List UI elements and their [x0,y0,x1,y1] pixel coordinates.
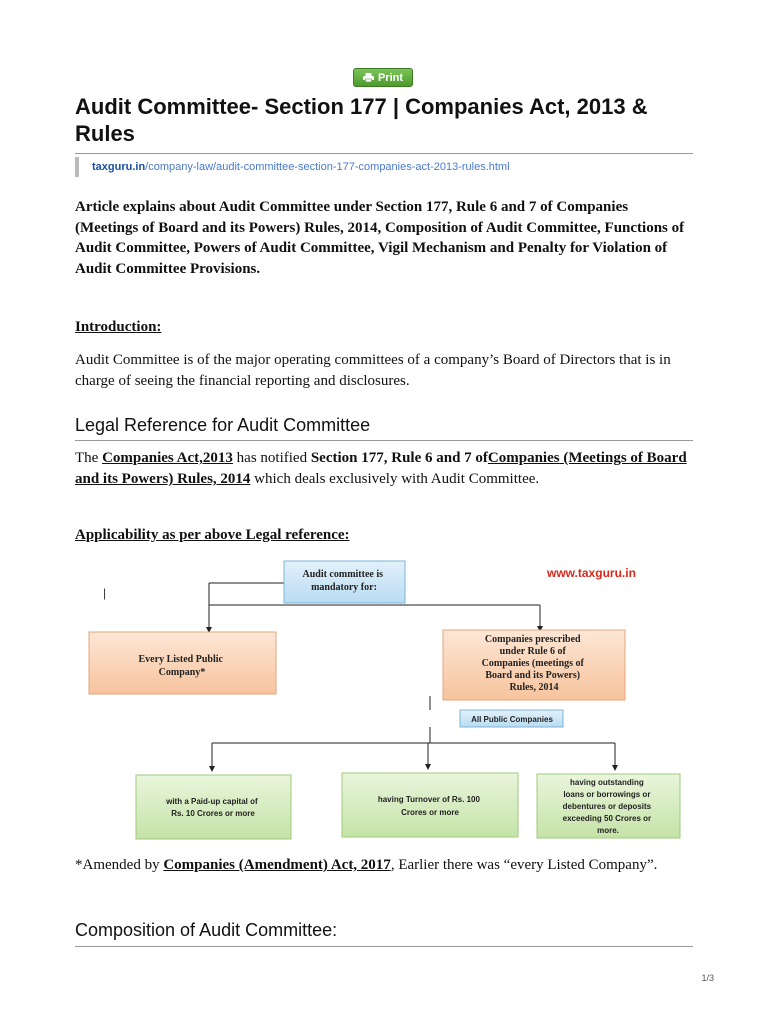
prescribed-line-4: Board and its Powers) [485,670,581,681]
prescribed-line-2: under Rule 6 of [499,646,566,657]
turnover-line-2: Crores or more [401,808,459,817]
amendment-act-link[interactable]: Companies (Amendment) Act, 2017 [163,857,391,873]
all-public-text: All Public Companies [471,715,553,724]
page-number: 1/3 [701,973,714,983]
intro-summary: Article explains about Audit Committee under Section 177, Rule 6 and 7 of Companies (Meetings of Board and its Powers) Rules, 2014, Composition of Audit Committee, Functions of Audit Committee, Powers of Audit Committee, Vigil Mechanism and Penalty for Violation of Audit Committee Provisions. [75,199,685,277]
legal-section-text: Section 177, Rule 6 and 7 of [310,450,488,466]
page-title: Audit Committee- Section 177 | Companies Act, 2013 & Rules [75,94,648,146]
composition-divider [75,946,693,947]
composition-heading: Composition of Audit Committee: [75,920,338,940]
diagram-watermark: www.taxguru.in [547,566,636,580]
top-box-line-2: mandatory for: [311,582,377,593]
loans-line-2: loans or borrowings or [563,790,651,799]
listed-line-1: Every Listed Public [138,654,223,665]
loans-line-4: exceeding 50 Crores or [562,814,652,823]
amended-note [75,855,695,876]
companies-act-link[interactable]: Companies Act,2013 [102,450,233,466]
source-host[interactable]: taxguru.in [92,161,146,173]
prescribed-line-5: Rules, 2014 [509,682,559,693]
print-button[interactable] [353,68,413,87]
loans-line-1: having outstanding [569,778,644,787]
source-path[interactable]: /company-law/audit-committee-section-177-companies-act-2013-rules.html [145,161,510,173]
source-url[interactable] [75,157,510,177]
stray-mark: | [103,586,107,600]
applicability-diagram [75,557,695,847]
legal-paragraph [75,448,695,490]
prescribed-line-3: Companies (meetings of [481,658,584,669]
introduction-text: Audit Committee is of the major operating committees of a company’s Board of Directors that is in charge of seeing the financial reporting and disclosures. [75,352,671,389]
applicability-heading: Applicability as per above Legal reference: [75,527,350,543]
amended-prefix: *Amended by [75,857,164,873]
print-label: Print [377,71,404,84]
listed-line-2: Company* [158,667,206,678]
paidup-line-2: Rs. 10 Crores or more [171,809,255,818]
paidup-line-1: with a Paid-up capital of [166,797,258,806]
rules-link[interactable]: Companies (Meetings of Board and its Powers) Rules, 2014 [75,450,687,487]
loans-line-5: more. [597,826,619,835]
amended-suffix: , Earlier there was “every Listed Company”. [390,857,658,873]
turnover-box [342,773,518,837]
title-divider [75,153,693,154]
loans-line-3: debentures or deposits [562,802,652,811]
legal-has-notified: has notified [232,450,311,466]
legal-reference-heading: Legal Reference for Audit Committee [75,415,371,435]
legal-the: The [75,450,103,466]
turnover-line-1: having Turnover of Rs. 100 [377,795,480,804]
top-box-line-1: Audit committee is [302,569,384,580]
prescribed-line-1: Companies prescribed [484,634,581,645]
introduction-heading: Introduction: [75,319,162,335]
paidup-box [136,775,291,839]
printer-icon [363,73,374,82]
source-bar [75,157,79,177]
legal-divider [75,440,693,441]
legal-tail: which deals exclusively with Audit Committee. [250,471,540,487]
